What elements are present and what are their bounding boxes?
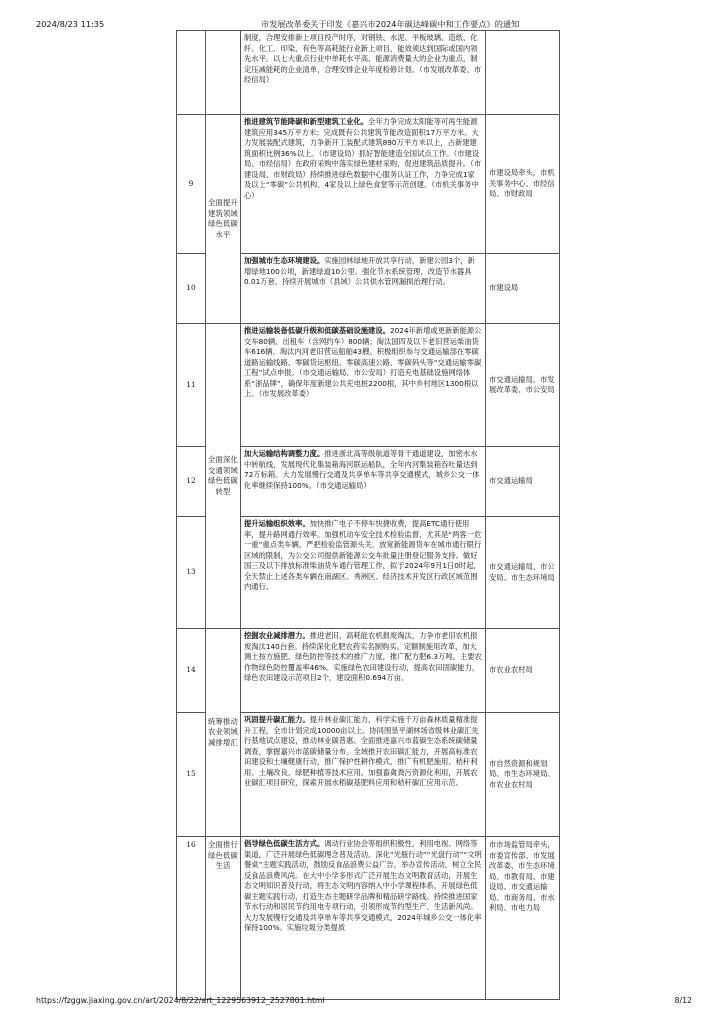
task-text: 2024年新增或更新新能源公交车80辆、出租车（含网约车）800辆；淘汰国四及以下老旧营运柴油货车616辆。淘汰内河老旧营运船舶43艘。积极组织参与交通运输部在零碳道路运输线路、零碳货运枢纽、零碳高速公路、零碳码头等“交通运输零碳工程”试点申报。（市交通运输局、市公安局）打造充电基础设施网络体系“浙品牌”，确保年度新建公共充电桩2200根，其中乡村地区1300根以上。（市发展改革委）	[244, 326, 482, 398]
document-title: 市发展改革委关于印发《嘉兴市2024年碳达峰碳中和工作要点》的通知	[261, 19, 520, 29]
task-text: 推进浙北高等级航道等骨干通道建设，加密水水中转航线，发展现代化集装箱海河联运船队，全年内河集装箱吞吐量达到72万标箱。大力发展慢行交通及共享单车等共享交通模式，城乡公交一体化率继续保持100%。（市交通运输局）	[244, 449, 480, 490]
print-footer	[0, 994, 724, 1014]
task-lead: 提升运输组织效率。	[244, 519, 310, 528]
task-lead: 加大运输结构调整力度。	[244, 449, 325, 458]
task-text: 实施园林绿地开放共享行动，新建公园3个，新增绿地100公顷，新建绿道10公里。强化节水系统管理，改造节水器具0.01万套，持续开展城市（县域）公共供水管网漏损治理行动。	[244, 256, 475, 286]
row-number: 14	[177, 629, 206, 713]
task-lead: 巩固提升碳汇能力。	[244, 715, 310, 724]
row-number: 11	[177, 324, 206, 447]
page-number: 8/12	[674, 996, 692, 1005]
row-number: 12	[177, 447, 206, 517]
responsible-dept: 市建设局牵头，市机关事务中心、市经信局、市财政局	[486, 115, 560, 254]
task-cell	[241, 517, 486, 629]
task-text: 全年力争完成太阳能等可再生能源建筑应用345万平方米；完成既有公共建筑节能改造面积17万平方米。大力发展装配式建筑，力争新开工装配式建筑890万平方米以上，占新建建筑面积比例36%以上。（市建设局）抓好智能建造全国试点工作。（市建设局、市经信局）在政府采购中落实绿色建材采购，促进建筑品质提升。（市建设局、市财政局）持续推进绿色数据中心服务认证工作，力争完成1家及以上“零碳”公共机构、4家及以上绿色食堂等示范创建。（市机关事务中心）	[244, 117, 482, 200]
category-cell	[206, 31, 241, 115]
print-datetime: 2024/8/23 11:35	[36, 19, 105, 29]
task-lead: 推进运输装备低碳升级和低碳基础设施建设。	[244, 326, 390, 335]
task-text: 推进老旧、高耗能农机报废淘汰，力争市老旧农机报废淘汰140台套。持续深化化肥农药实名制购买、定额制施用改革，加大测土按方施肥、绿色防控等技术的推广力度，推广配方肥6.3万吨，主要农作物绿色防控覆盖率46%。实施绿色农田建设行动，提高农田固碳能力，绿色农田建设示范项目2个，建设面积0.694万亩。	[244, 631, 482, 682]
task-text: 加快推广电子不停车快捷收费，提高ETC通行使用率，提升路网通行效率。加强机动车安全技术检验监督，尤其是“两客一危一重”重点类车辆，严把检验监管源头关。放宽新能源货车在城市通行限行区域的限制，为公交公司提供新能源公交车批量注册登记服务支持。做好国三及以下排放标准柴油货车通行管理工作，拟于2024年9月1日0时起，全天禁止上述各类车辆在南湖区、秀洲区、经济技术开发区行政区域范围内通行。	[244, 519, 482, 591]
task-cell	[241, 115, 486, 254]
category-label: 全面推行绿色低碳生活	[206, 837, 241, 1000]
responsible-dept: 市自然资源和规划局、市生态环境局、市农业农村局	[486, 713, 560, 837]
responsible-dept: 市农业农村局	[486, 629, 560, 713]
row-number: 16	[177, 837, 206, 1000]
row-number: 13	[177, 517, 206, 629]
task-cell	[241, 324, 486, 447]
responsible-dept: 市交通运输局、市发展改革委、市公安局	[486, 324, 560, 447]
work-points-table	[176, 30, 560, 1000]
table-row	[177, 115, 560, 254]
responsible-dept: 市市场监管局牵头，市委宣传部、市发展改革委、市生态环境局、市教育局、市建设局、市交通运输局、市商务局、市水利局、市电力局	[486, 837, 560, 1000]
responsible-dept: 市交通运输局、市公安局、市生态环境局	[486, 517, 560, 629]
category-label: 全面深化交通领域绿色低碳转型	[206, 324, 241, 629]
page-url: https://fzggw.jiaxing.gov.cn/art/2024/8/22/art_1229563912_2527801.html	[36, 996, 325, 1005]
table-row	[177, 31, 560, 115]
task-cell	[241, 31, 486, 115]
task-cell	[241, 713, 486, 837]
category-label: 全面提升建筑领域绿色低碳水平	[206, 115, 241, 324]
table-row	[177, 629, 560, 713]
task-lead: 挖掘农业减排潜力。	[244, 631, 310, 640]
responsible-dept-cell	[486, 31, 560, 115]
task-text: 制度，合理安排新上项目投产时序，对钢铁、水泥、平板玻璃、造纸、化纤、化工、印染、有色等高耗能行业新上项目，能效须达到国际或国内领先水平。以七大重点行业中单耗水平高、能源消费量大的企业为重点，制定压减能耗的企业清单，合理安排企业年度检修计划。（市发展改革委、市经信局）	[244, 33, 482, 84]
task-cell	[241, 254, 486, 324]
task-text: 调动行业协会等组织积极性，利用电视、网络等渠道，广泛开展绿色低碳理念普及活动。深化“光瓶行动”“光盘行动”“文明餐桌”主题实践活动，鼓励反食品浪费公益广告，举办宣传活动，树立全民反食品浪费风尚。在大中小学多形式广泛开展生态文明教育活动，开展生态文明知识普及行动，将生态文明内容纳入中小学课程体系，开展绿色低碳主题实践行动，打造生态主题研学品牌和精品研学路线。持续推进国家节水行动和居民节约用电专项行动，引领形成节约型生产、生活新风尚。大力发展慢行交通及共享单车等共享交通模式，2024年城乡公交一体化率保持100%。实施垃圾分类提质	[244, 839, 482, 932]
task-lead: 倡导绿色低碳生活方式。	[244, 839, 325, 848]
task-lead: 推进建筑节能降碳和新型建筑工业化。	[244, 117, 369, 126]
table-row	[177, 324, 560, 447]
row-number: 15	[177, 713, 206, 837]
task-cell	[241, 629, 486, 713]
table-row	[177, 837, 560, 1000]
responsible-dept: 市建设局	[486, 254, 560, 324]
task-text: 提升林业碳汇能力，科学实施千万亩森林质量精准提升工程，全市计划完成10000亩以上。协同围垦平湖林场省级林业碳汇先行基地试点建设，推动林业碳普惠。全面推进嘉兴市蓝碳生态系统碳储量调查，掌握嘉兴市蓝碳储量分布。全域推开农田碳汇能力，开展高标准农田建设和土壤健康行动，推广保护性耕作模式，推广有机肥施用、秸秆利用、土壤改良、绿肥种植等技术应用。加强畜禽粪污资源化利用，开展农业碳汇项目研究，探索开展水稻碳基肥料应用和秸秆碳汇应用示范。	[244, 715, 479, 787]
task-cell	[241, 447, 486, 517]
task-lead: 加强城市生态环境建设。	[244, 256, 325, 265]
print-header	[0, 0, 724, 30]
category-label: 统筹推动农业领域减排增汇	[206, 629, 241, 837]
responsible-dept: 市交通运输局	[486, 447, 560, 517]
row-number: 9	[177, 115, 206, 254]
task-cell	[241, 837, 486, 1000]
row-number-cell	[177, 31, 206, 115]
row-number: 10	[177, 254, 206, 324]
